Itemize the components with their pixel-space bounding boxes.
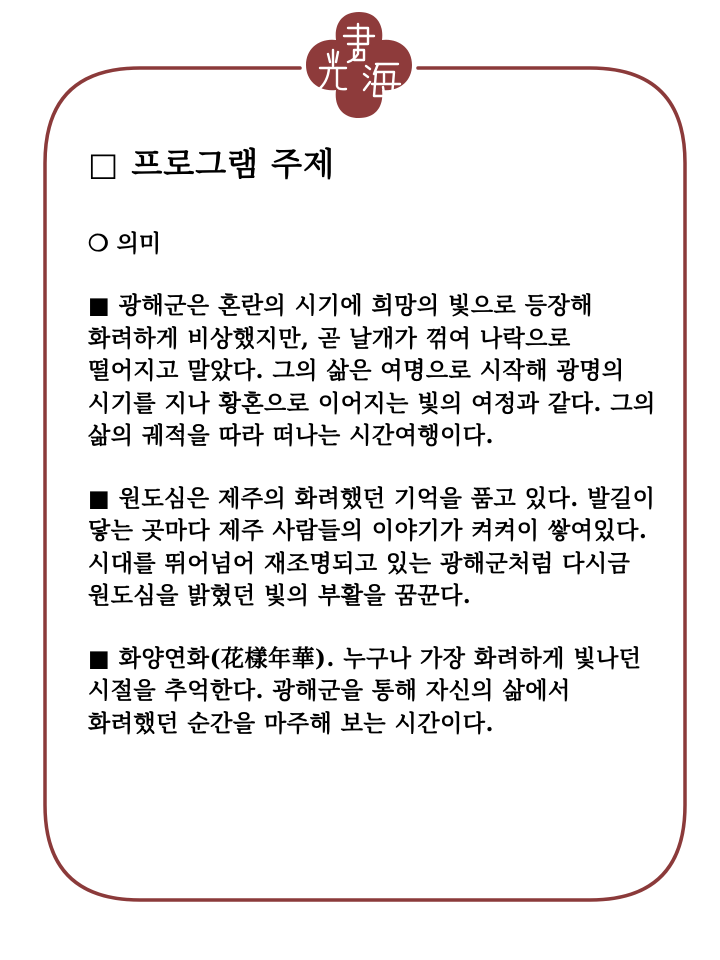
topic-paragraph-3: ■ 화양연화(花樣年華). 누구나 가장 화려하게 빛나던 시절을 추억한다. 광해군을 통해 자신의 삶에서 화려했던 순간을 마주해 보는 시간이다. (88, 644, 642, 737)
page-title: □ 프로그램 주제 (88, 145, 335, 183)
topic-paragraph-2: ■ 원도심은 제주의 화려했던 기억을 품고 있다. 발길이 닿는 곳마다 제주 사람들의 이야기가 켜켜이 쌓여있다. 시대를 뛰어넘어 재조명되고 있는 광해군처럼 다시금 원도심을 밝혔던 빛의 부활을 꿈꾼다. (88, 484, 656, 609)
program-topic-content (88, 140, 656, 763)
section-heading-meaning: ❍ 의미 (88, 230, 162, 257)
topic-paragraph-1: ■ 광해군은 혼란의 시기에 희망의 빛으로 등장해 화려하게 비상했지만, 곧 날개가 꺾여 나락으로 떨어지고 말았다. 그의 삶은 여명으로 시작해 광명의 시기를 지나 황혼으로 이어지는 빛의 여정과 같다. 그의 삶의 궤적을 따라 떠나는 시간여행이다. (88, 292, 656, 449)
gwanghaegun-emblem-logo (304, 10, 414, 120)
